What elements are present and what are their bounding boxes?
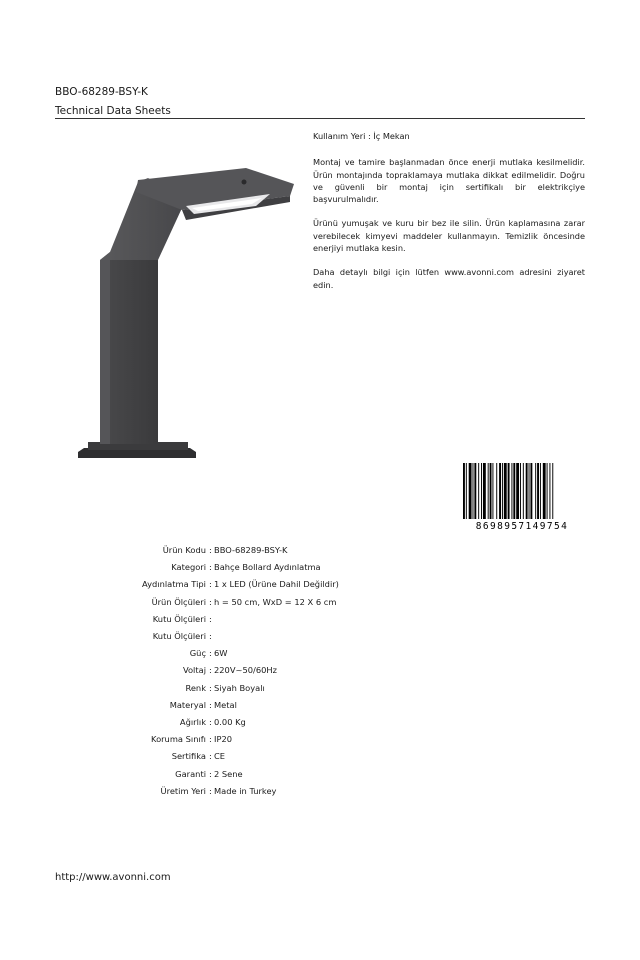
spec-value: Made in Turkey	[214, 785, 277, 796]
spec-value: Siyah Boyalı	[214, 682, 265, 693]
spec-separator: :	[209, 699, 212, 710]
product-code-heading: BBO-68289-BSY-K	[55, 86, 148, 98]
spec-row	[0, 631, 640, 645]
barcode-bar	[508, 463, 510, 519]
barcode-bar	[496, 463, 497, 519]
spec-value: BBO-68289-BSY-K	[214, 545, 288, 555]
spec-value: IP20	[214, 734, 233, 745]
spec-value: Bahçe Bollard Aydınlatma	[214, 562, 321, 573]
spec-label: Ürün Kodu	[162, 545, 206, 555]
spec-separator: :	[209, 785, 212, 796]
spec-separator: :	[209, 613, 212, 624]
spec-separator: :	[209, 682, 212, 693]
spec-row	[0, 734, 640, 748]
spec-label: Materyal	[169, 699, 206, 710]
spec-separator: :	[209, 579, 212, 590]
spec-label: Garanti	[175, 768, 206, 779]
barcode-bar	[502, 463, 503, 519]
spec-separator: :	[209, 631, 212, 641]
spec-row	[0, 614, 640, 628]
spec-value: 0.00 Kg	[214, 717, 246, 727]
barcode-bar	[490, 463, 492, 519]
spec-label: Kategori	[171, 562, 206, 573]
spec-label: Voltaj	[182, 665, 206, 676]
barcode-bar	[492, 463, 493, 519]
spec-separator: :	[209, 768, 212, 779]
barcode-bar	[463, 463, 465, 519]
barcode-bar	[535, 463, 536, 519]
cleaning-paragraph: Ürünü yumuşak ve kuru bir bez ile silin. Ürün kaplamasına zarar verebilecek kimyevi maddeler kullanmayın. Temizlik öncesinde enerjiyi mutlaka kesin.	[313, 218, 585, 254]
spec-row	[0, 579, 640, 593]
barcode-bar	[511, 463, 512, 519]
spec-row	[0, 786, 640, 800]
spec-label: Kutu Ölçüleri	[152, 613, 206, 624]
spec-row	[0, 562, 640, 576]
barcode-bar	[549, 463, 550, 519]
spec-value: Metal	[214, 699, 237, 710]
barcode-bar	[540, 463, 541, 519]
spec-label: Kutu Ölçüleri	[152, 631, 206, 641]
barcode-bar	[530, 463, 532, 519]
document-subtitle: Technical Data Sheets	[55, 105, 171, 117]
barcode-bar	[504, 463, 507, 519]
spec-value: 220V~50/60Hz	[214, 665, 277, 676]
barcode-bar	[523, 463, 524, 519]
product-info-text	[313, 130, 585, 303]
spec-row	[0, 769, 640, 783]
spec-row	[0, 597, 640, 611]
barcode-bar	[516, 463, 519, 519]
spec-separator: :	[209, 734, 212, 745]
barcode-bar	[473, 463, 474, 519]
spec-row	[0, 700, 640, 714]
footer-url: http://www.avonni.com	[55, 872, 171, 883]
barcode-bar	[513, 463, 515, 519]
spec-value: CE	[214, 751, 226, 762]
spec-label: Sertifika	[171, 751, 206, 762]
spec-separator: :	[209, 562, 212, 573]
document-header	[55, 84, 585, 119]
spec-separator: :	[209, 648, 212, 659]
spec-label: Renk	[185, 682, 206, 693]
spec-row	[0, 545, 640, 559]
barcode	[459, 461, 585, 531]
spec-separator: :	[209, 717, 212, 727]
barcode-bar	[488, 463, 489, 519]
spec-separator: :	[209, 545, 212, 555]
spec-row	[0, 717, 640, 731]
spec-label: Üretim Yeri	[160, 785, 206, 796]
barcode-bar	[552, 463, 553, 519]
spec-row	[0, 665, 640, 679]
spec-row	[0, 648, 640, 662]
spec-value: 6W	[214, 648, 228, 659]
spec-separator: :	[209, 596, 212, 607]
barcode-bar	[547, 463, 548, 519]
spec-value: 2 Sene	[214, 768, 243, 779]
safety-paragraph: Montaj ve tamire başlanmadan önce enerji mutlaka kesilmelidir. Ürün montajında topraklamaya mutlaka dikkat edilmelidir. Doğru ve güvenli bir montaj için sertifikalı bir elektrikçiye başvurulmalıdır.	[313, 157, 585, 205]
barcode-bar	[499, 463, 501, 519]
barcode-bar	[529, 463, 530, 519]
more-info-paragraph: Daha detaylı bilgi için lütfen www.avonni.com adresini ziyaret edin.	[313, 267, 585, 290]
header-divider	[55, 118, 585, 119]
spec-separator: :	[209, 751, 212, 762]
barcode-bar	[526, 463, 528, 519]
spec-value: h = 50 cm, WxD = 12 X 6 cm	[214, 596, 337, 607]
barcode-bar	[520, 463, 521, 519]
spec-row	[0, 751, 640, 765]
spec-row	[0, 683, 640, 697]
product-image	[70, 160, 300, 470]
spec-value: 1 x LED (Ürüne Dahil Değildir)	[214, 579, 339, 590]
barcode-bar	[466, 463, 467, 519]
barcode-bar	[543, 463, 546, 519]
spec-separator: :	[209, 665, 212, 676]
barcode-bar	[474, 463, 476, 519]
usage-location: Kullanım Yeri : İç Mekan	[313, 131, 410, 141]
spec-label: Ürün Ölçüleri	[151, 596, 206, 607]
barcode-digits: 8698957149754	[475, 521, 569, 531]
barcode-bar	[469, 463, 472, 519]
barcode-bar	[537, 463, 539, 519]
barcode-bar	[478, 463, 479, 519]
barcode-bar	[481, 463, 482, 519]
spec-label: Ağırlık	[179, 717, 206, 727]
spec-label: Güç	[189, 648, 206, 659]
spec-label: Koruma Sınıfı	[151, 734, 206, 745]
barcode-bar	[483, 463, 486, 519]
spec-label: Aydınlatma Tipi	[142, 579, 206, 590]
